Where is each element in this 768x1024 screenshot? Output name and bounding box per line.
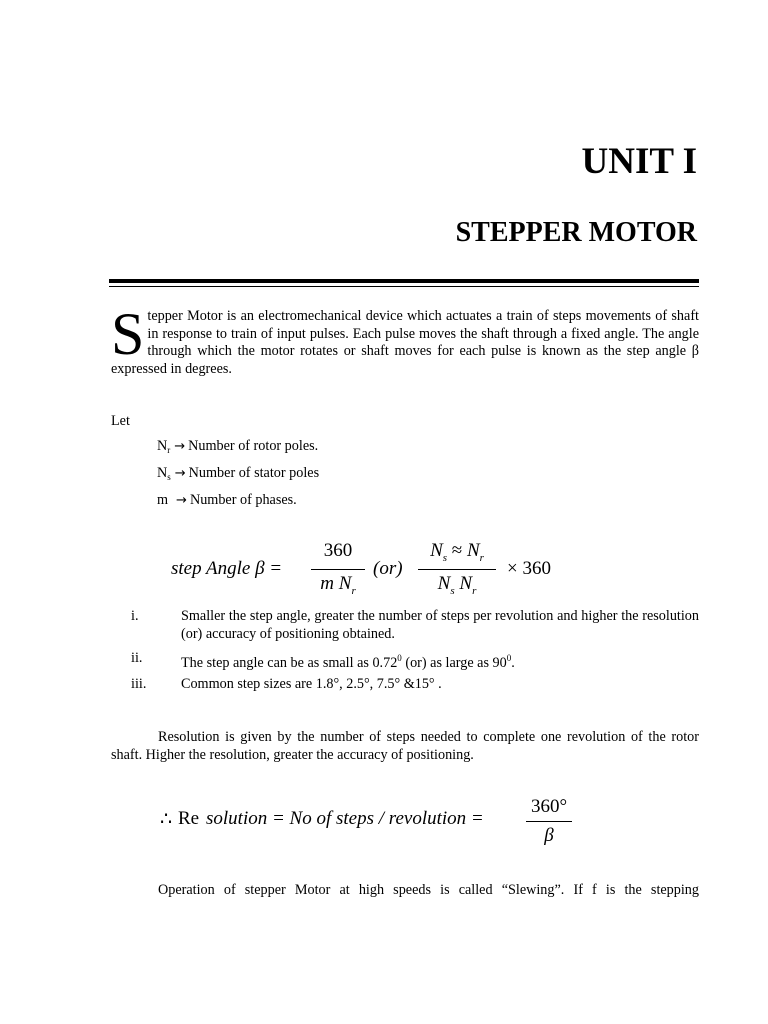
definition-text: Number of phases.: [189, 492, 297, 508]
list-text: Smaller the step angle, greater the number of steps per revolution and higher the resolution (or) accuracy of positioning obtained.: [181, 608, 699, 642]
times-360: × 360: [507, 558, 551, 579]
list-number: iii.: [131, 676, 147, 692]
right-arrow-icon: →: [174, 466, 186, 481]
definition-subscript: s: [167, 472, 171, 482]
let-label: Let: [111, 413, 130, 429]
intro-paragraph: [111, 301, 699, 378]
fraction-numerator: 360°: [530, 796, 568, 817]
fraction-ns-nr: [418, 540, 496, 604]
definition-symbol: N: [157, 438, 168, 454]
re-text: Re: [178, 808, 200, 829]
definition-text: Number of stator poles: [188, 465, 320, 481]
fraction-bar: [418, 569, 496, 570]
list-text: The step angle can be as small as 0.72$^0$ (or) as large as $90^0$.: [181, 653, 515, 671]
definition-rotor-poles: [157, 438, 318, 459]
right-arrow-icon: →: [176, 493, 187, 508]
list-number: ii.: [131, 650, 143, 666]
or-text: (or): [373, 558, 403, 579]
list-item: [111, 676, 699, 694]
title-divider-thick: [109, 279, 699, 283]
fraction-360-over-mnr: [311, 540, 365, 604]
fraction-denominator: $N_s$ $N_r$: [437, 573, 477, 597]
definition-text: Number of rotor poles.: [188, 438, 319, 454]
list-text: Common step sizes are 1.8°, 2.5°, 7.5° &15° .: [181, 676, 442, 692]
definition-symbol: N: [157, 465, 168, 481]
formula-lhs: step Angle β =: [171, 558, 283, 579]
drop-cap: S: [111, 301, 145, 367]
resolution-expression: solution = No of steps / revolution =: [206, 808, 484, 829]
fraction-numerator: $N_s \approx N_r$: [430, 540, 484, 564]
list-item: [111, 608, 699, 644]
list-item: [111, 650, 699, 671]
resolution-formula: [160, 796, 580, 852]
resolution-paragraph: Resolution is given by the number of steps needed to complete one revolution of the rotor shaft. Higher the resolution, greater the accuracy of positioning.: [111, 729, 699, 763]
fraction-360-over-beta: [526, 796, 572, 852]
unit-title: UNIT I: [581, 141, 697, 182]
definition-stator-poles: [157, 465, 319, 486]
step-angle-formula: [171, 540, 591, 604]
fraction-bar: [526, 821, 572, 822]
fraction-denominator: m $N_r$: [320, 573, 356, 597]
definition-symbol: m: [157, 492, 169, 508]
right-arrow-icon: →: [174, 439, 186, 454]
fraction-denominator: β: [544, 825, 554, 846]
fraction-bar: [311, 569, 365, 570]
therefore-symbol: ∴: [160, 809, 173, 830]
slewing-paragraph: Operation of stepper Motor at high speeds is called “Slewing”. If f is the stepping: [158, 882, 699, 898]
definition-phases: [157, 492, 297, 509]
chapter-title: STEPPER MOTOR: [455, 217, 697, 248]
title-divider-thin: [109, 286, 699, 287]
fraction-numerator: 360: [323, 540, 353, 561]
intro-text: tepper Motor is an electromechanical device which actuates a train of steps movements of shaft in response to train of input pulses. Each pulse moves the shaft through a fixed angle. The angle through which the motor rotates or shaft moves for each pulse is known as the step angle β expressed in degrees.: [111, 308, 699, 377]
list-number: i.: [131, 608, 139, 624]
definition-subscript: r: [167, 445, 171, 455]
